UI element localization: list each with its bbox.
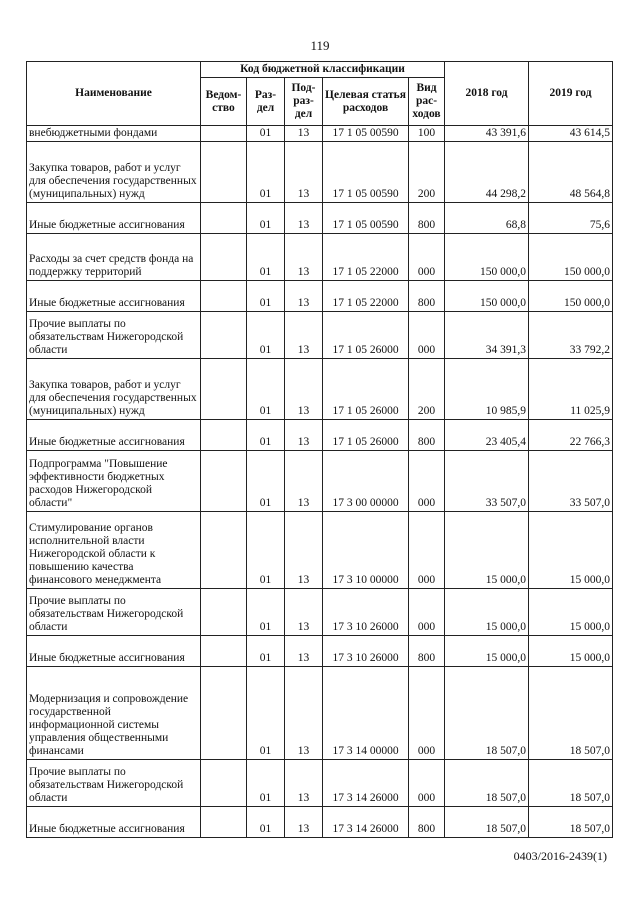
cell-vedomstvo: [201, 760, 247, 807]
cell-2019: 15 000,0: [529, 589, 613, 636]
cell-vedomstvo: [201, 234, 247, 281]
cell-2018: 18 507,0: [445, 667, 529, 760]
cell-2018: 150 000,0: [445, 281, 529, 312]
cell-razdel: 01: [247, 420, 285, 451]
cell-vedomstvo: [201, 281, 247, 312]
cell-2018: 15 000,0: [445, 512, 529, 589]
header-expense-type: Вид рас-ходов: [409, 78, 445, 126]
table-row: [27, 420, 613, 451]
cell-expense-type: 800: [409, 203, 445, 234]
cell-2018: 150 000,0: [445, 234, 529, 281]
cell-expense-type: 000: [409, 312, 445, 359]
cell-2019: 150 000,0: [529, 281, 613, 312]
table-row: [27, 512, 613, 589]
cell-razdel: 01: [247, 451, 285, 512]
cell-target-article: 17 1 05 22000: [323, 281, 409, 312]
table-row: [27, 126, 613, 142]
table-row: [27, 636, 613, 667]
cell-vedomstvo: [201, 420, 247, 451]
cell-vedomstvo: [201, 667, 247, 760]
cell-2019: 43 614,5: [529, 126, 613, 142]
cell-expense-type: 200: [409, 359, 445, 420]
cell-2019: 22 766,3: [529, 420, 613, 451]
header-name: Наименование: [27, 62, 201, 126]
cell-podrazdel: 13: [285, 126, 323, 142]
table-row: [27, 312, 613, 359]
header-target-article: Целевая статья расходов: [323, 78, 409, 126]
cell-razdel: 01: [247, 142, 285, 203]
table-row: [27, 589, 613, 636]
table-row: [27, 807, 613, 838]
cell-name: Прочие выплаты по обязательствам Нижегородской области: [27, 589, 201, 636]
cell-name: Прочие выплаты по обязательствам Нижегородской области: [27, 312, 201, 359]
cell-expense-type: 200: [409, 142, 445, 203]
cell-vedomstvo: [201, 589, 247, 636]
table-row: [27, 203, 613, 234]
cell-vedomstvo: [201, 807, 247, 838]
cell-2019: 18 507,0: [529, 667, 613, 760]
cell-name: Закупка товаров, работ и услуг для обеспечения государственных (муниципальных) нужд: [27, 142, 201, 203]
cell-vedomstvo: [201, 203, 247, 234]
cell-2019: 18 507,0: [529, 807, 613, 838]
cell-target-article: 17 1 05 26000: [323, 420, 409, 451]
cell-target-article: 17 3 10 26000: [323, 589, 409, 636]
cell-name: Подпрограмма "Повышение эффективности бюджетных расходов Нижегородской области": [27, 451, 201, 512]
header-2019: 2019 год: [529, 62, 613, 126]
cell-name: Закупка товаров, работ и услуг для обеспечения государственных (муниципальных) нужд: [27, 359, 201, 420]
cell-razdel: 01: [247, 312, 285, 359]
cell-podrazdel: 13: [285, 589, 323, 636]
cell-target-article: 17 1 05 26000: [323, 312, 409, 359]
cell-target-article: 17 1 05 22000: [323, 234, 409, 281]
cell-2019: 11 025,9: [529, 359, 613, 420]
cell-razdel: 01: [247, 234, 285, 281]
cell-name: Иные бюджетные ассигнования: [27, 281, 201, 312]
cell-podrazdel: 13: [285, 312, 323, 359]
cell-razdel: 01: [247, 589, 285, 636]
cell-podrazdel: 13: [285, 667, 323, 760]
cell-target-article: 17 3 00 00000: [323, 451, 409, 512]
cell-name: Иные бюджетные ассигнования: [27, 807, 201, 838]
cell-2018: 23 405,4: [445, 420, 529, 451]
cell-2018: 18 507,0: [445, 807, 529, 838]
table-row: [27, 667, 613, 760]
cell-2018: 15 000,0: [445, 589, 529, 636]
cell-podrazdel: 13: [285, 359, 323, 420]
document-code: 0403/2016-2439(1): [513, 849, 607, 863]
cell-expense-type: 000: [409, 451, 445, 512]
cell-podrazdel: 13: [285, 807, 323, 838]
cell-2019: 15 000,0: [529, 512, 613, 589]
header-vedomstvo: Ведом-ство: [201, 78, 247, 126]
cell-podrazdel: 13: [285, 636, 323, 667]
cell-razdel: 01: [247, 512, 285, 589]
cell-razdel: 01: [247, 126, 285, 142]
table-row: [27, 142, 613, 203]
cell-expense-type: 100: [409, 126, 445, 142]
cell-podrazdel: 13: [285, 234, 323, 281]
table-row: [27, 234, 613, 281]
cell-2018: 15 000,0: [445, 636, 529, 667]
cell-vedomstvo: [201, 359, 247, 420]
cell-podrazdel: 13: [285, 512, 323, 589]
table-row: [27, 359, 613, 420]
table-row: [27, 451, 613, 512]
cell-name: Иные бюджетные ассигнования: [27, 203, 201, 234]
cell-2019: 150 000,0: [529, 234, 613, 281]
cell-podrazdel: 13: [285, 281, 323, 312]
cell-target-article: 17 3 14 00000: [323, 667, 409, 760]
cell-razdel: 01: [247, 807, 285, 838]
cell-vedomstvo: [201, 142, 247, 203]
cell-target-article: 17 1 05 00590: [323, 142, 409, 203]
cell-expense-type: 000: [409, 760, 445, 807]
cell-target-article: 17 1 05 00590: [323, 203, 409, 234]
cell-name: Модернизация и сопровождение государственной информационной системы управления общественными финансами: [27, 667, 201, 760]
cell-razdel: 01: [247, 203, 285, 234]
cell-name: Стимулирование органов исполнительной власти Нижегородской области к повышению качества финансового менеджмента: [27, 512, 201, 589]
cell-2018: 44 298,2: [445, 142, 529, 203]
cell-2018: 34 391,3: [445, 312, 529, 359]
cell-podrazdel: 13: [285, 142, 323, 203]
cell-2019: 18 507,0: [529, 760, 613, 807]
cell-expense-type: 000: [409, 512, 445, 589]
cell-expense-type: 800: [409, 636, 445, 667]
cell-target-article: 17 1 05 00590: [323, 126, 409, 142]
cell-vedomstvo: [201, 512, 247, 589]
cell-2018: 43 391,6: [445, 126, 529, 142]
cell-target-article: 17 3 14 26000: [323, 760, 409, 807]
cell-podrazdel: 13: [285, 760, 323, 807]
cell-podrazdel: 13: [285, 451, 323, 512]
table-row: [27, 760, 613, 807]
table-row: [27, 281, 613, 312]
cell-target-article: 17 1 05 26000: [323, 359, 409, 420]
header-2018: 2018 год: [445, 62, 529, 126]
cell-expense-type: 000: [409, 589, 445, 636]
cell-2018: 18 507,0: [445, 760, 529, 807]
cell-2018: 33 507,0: [445, 451, 529, 512]
cell-name: Прочие выплаты по обязательствам Нижегородской области: [27, 760, 201, 807]
cell-podrazdel: 13: [285, 420, 323, 451]
cell-2019: 15 000,0: [529, 636, 613, 667]
cell-2018: 10 985,9: [445, 359, 529, 420]
cell-razdel: 01: [247, 760, 285, 807]
cell-razdel: 01: [247, 636, 285, 667]
cell-expense-type: 800: [409, 807, 445, 838]
cell-2019: 75,6: [529, 203, 613, 234]
cell-2019: 33 792,2: [529, 312, 613, 359]
budget-table: [26, 61, 613, 838]
cell-expense-type: 800: [409, 281, 445, 312]
cell-expense-type: 000: [409, 234, 445, 281]
cell-name: Расходы за счет средств фонда на поддержку территорий: [27, 234, 201, 281]
cell-vedomstvo: [201, 126, 247, 142]
cell-razdel: 01: [247, 359, 285, 420]
cell-2018: 68,8: [445, 203, 529, 234]
cell-razdel: 01: [247, 667, 285, 760]
cell-podrazdel: 13: [285, 203, 323, 234]
cell-name: Иные бюджетные ассигнования: [27, 420, 201, 451]
cell-target-article: 17 3 14 26000: [323, 807, 409, 838]
cell-vedomstvo: [201, 312, 247, 359]
page-number: 119: [310, 38, 330, 53]
header-budget-code-group: Код бюджетной классификации: [201, 62, 445, 78]
cell-target-article: 17 3 10 00000: [323, 512, 409, 589]
cell-2019: 33 507,0: [529, 451, 613, 512]
header-razdel: Раз-дел: [247, 78, 285, 126]
cell-2019: 48 564,8: [529, 142, 613, 203]
cell-vedomstvo: [201, 636, 247, 667]
cell-expense-type: 000: [409, 667, 445, 760]
header-podrazdel: Под-раз-дел: [285, 78, 323, 126]
cell-expense-type: 800: [409, 420, 445, 451]
cell-razdel: 01: [247, 281, 285, 312]
cell-name: Иные бюджетные ассигнования: [27, 636, 201, 667]
cell-name: внебюджетными фондами: [27, 126, 201, 142]
cell-vedomstvo: [201, 451, 247, 512]
cell-target-article: 17 3 10 26000: [323, 636, 409, 667]
